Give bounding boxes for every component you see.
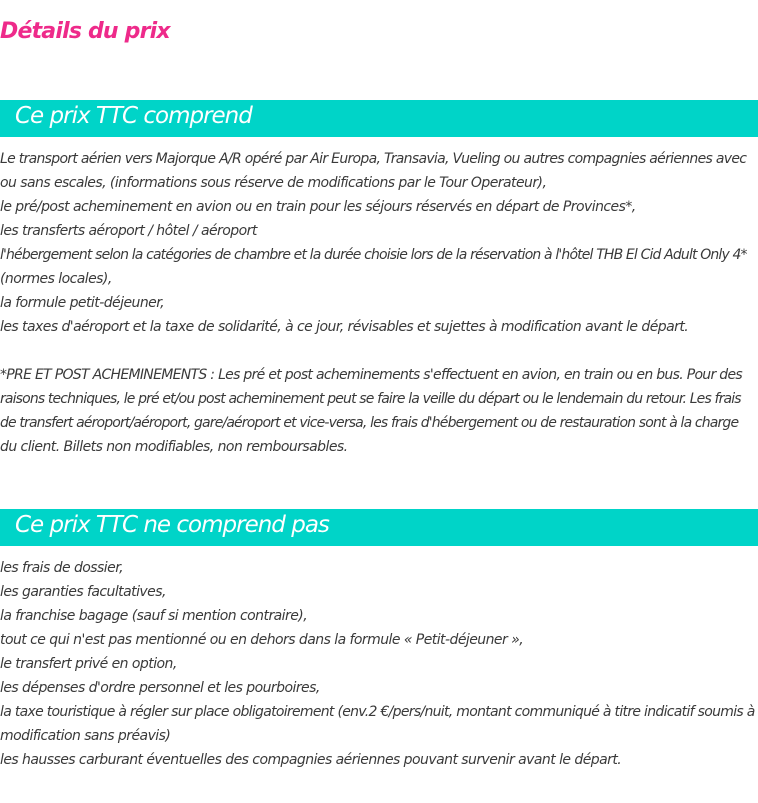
page-title: Détails du prix [0, 19, 170, 44]
excludes-line: tout ce qui n'est pas mentionné ou en dehors dans la formule « Petit-déjeuner », [0, 632, 524, 648]
excludes-line: les frais de dossier, [0, 560, 124, 576]
excludes-line: la franchise bagage (sauf si mention contraire), [0, 608, 308, 624]
acheminement-note-line: *PRE ET POST ACHEMINEMENTS : Les pré et post acheminements s'effectuent en avion, en train ou en bus. Pour des [0, 367, 742, 383]
includes-line: (normes locales), [0, 271, 112, 287]
excludes-line: les hausses carburant éventuelles des compagnies aériennes pouvant survenir avant le départ. [0, 752, 622, 768]
includes-line: les taxes d'aéroport et la taxe de solidarité, à ce jour, révisables et sujettes à modification avant le départ. [0, 319, 689, 335]
includes-section-header [0, 100, 758, 137]
includes-line: l'hébergement selon la catégories de chambre et la durée choisie lors de la réservation à l'hôtel THB El Cid Adult Only 4* [0, 247, 747, 263]
includes-line: les transferts aéroport / hôtel / aéroport [0, 223, 257, 239]
includes-line: le pré/post acheminement en avion ou en train pour les séjours réservés en départ de Provinces*, [0, 199, 636, 215]
acheminement-note-line: du client. Billets non modifiables, non remboursables. [0, 439, 348, 455]
acheminement-note-line: de transfert aéroport/aéroport, gare/aéroport et vice-versa, les frais d'hébergement ou de restauration sont à la charge [0, 415, 739, 431]
includes-line: ou sans escales, (informations sous réserve de modifications par le Tour Operateur), [0, 175, 547, 191]
excludes-heading: Ce prix TTC ne comprend pas [15, 512, 329, 538]
paragraph-spacer [0, 339, 758, 363]
includes-list [0, 147, 758, 459]
excludes-line: modification sans préavis) [0, 728, 171, 744]
includes-heading: Ce prix TTC comprend [15, 103, 252, 129]
excludes-section-header [0, 509, 758, 546]
excludes-line: les garanties facultatives, [0, 584, 166, 600]
excludes-line: le transfert privé en option, [0, 656, 177, 672]
excludes-list [0, 556, 758, 772]
excludes-line: les dépenses d'ordre personnel et les pourboires, [0, 680, 320, 696]
includes-line: Le transport aérien vers Majorque A/R opéré par Air Europa, Transavia, Vueling ou autres compagnies aériennes avec [0, 151, 747, 167]
excludes-line: la taxe touristique à régler sur place obligatoirement (env.2 €/pers/nuit, montant communiqué à titre indicatif soumis à [0, 704, 755, 720]
acheminement-note-line: raisons techniques, le pré et/ou post acheminement peut se faire la veille du départ ou le lendemain du retour. Les frais [0, 391, 741, 407]
includes-line: la formule petit-déjeuner, [0, 295, 165, 311]
